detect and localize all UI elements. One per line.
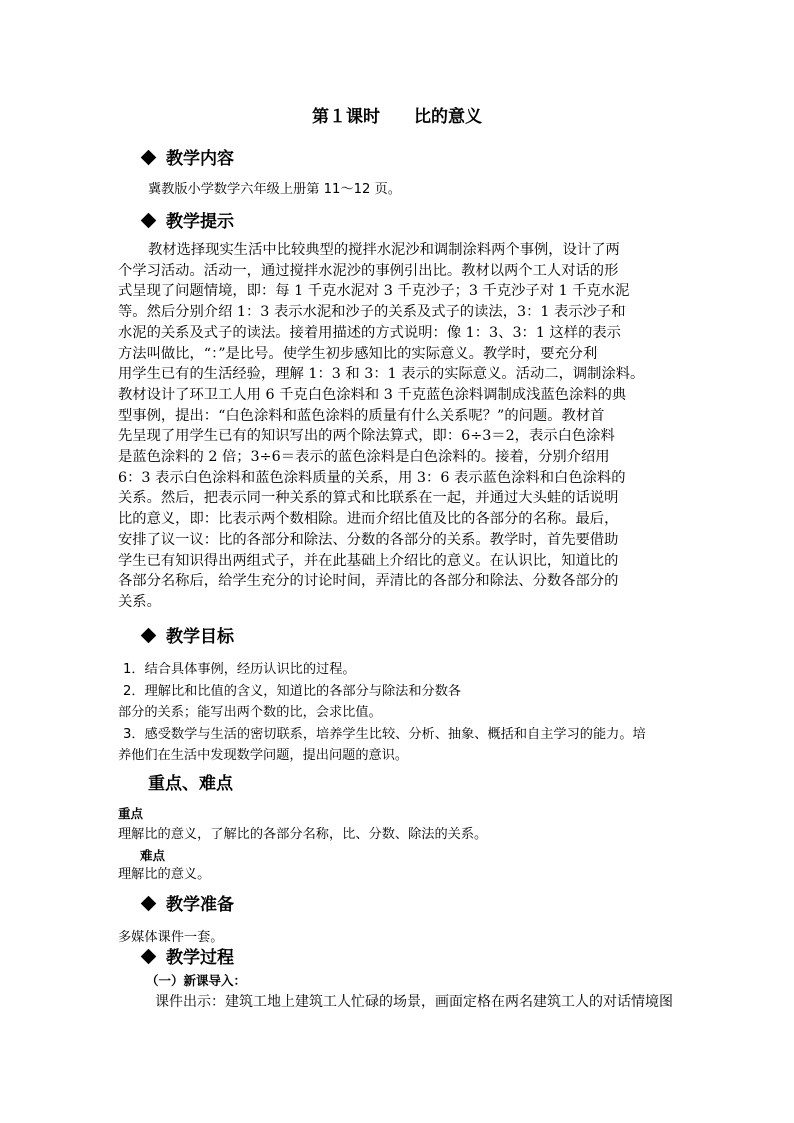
process-text: 课件出示：建筑工地上建筑工人忙碌的场景，画面定格在两名建筑工人的对话情境图	[155, 994, 673, 1010]
section-heading-keypoints: 重点、难点	[148, 774, 233, 794]
paragraph-line: 是蓝色涂料的 2 倍；3÷6＝表示的蓝色涂料是白色涂料的。接着，分别介绍用	[118, 449, 610, 466]
section-heading-process	[140, 946, 234, 970]
paragraph-line: 学生已有知识得出两组式子，并在此基础上介绍比的意义。在认识比，知道比的	[118, 552, 619, 569]
difficult-text: 理解比的意义。	[118, 867, 211, 882]
section-heading-label: 教学过程	[166, 948, 234, 968]
paragraph-line: 关系。	[118, 593, 161, 610]
paragraph-line: 先呈现了用学生已有的知识写出的两个除法算式，即：6÷3＝2，表示白色涂料	[118, 428, 615, 445]
section-heading-label: 教学准备	[166, 895, 234, 915]
key-text: 理解比的意义，了解比的各部分名称，比、分数、除法的关系。	[118, 827, 488, 842]
paragraph-line: 比的意义，即：比表示两个数相除。进而介绍比值及比的各部分的名称。最后，	[118, 511, 619, 528]
process-subheading: （一）新课导入：	[146, 973, 247, 988]
paragraph-line: 等。然后分别介绍 1：3 表示水泥和沙子的关系及式子的读法，3：1 表示沙子和	[118, 304, 626, 321]
goal-line: 养他们在生活中发现数学问题，提出问题的意识。	[118, 748, 409, 763]
paragraph-line: 教材选择现实生活中比较典型的搅拌水泥沙和调制涂料两个事例，设计了两	[148, 242, 620, 258]
section-heading-prep	[140, 893, 234, 917]
paragraph-line: 方法叫做比，“：”是比号。使学生初步感知比的实际意义。教学时，要充分利	[118, 345, 598, 362]
page-title: 第１课时 比的意义	[312, 107, 482, 127]
goal-line: 1．结合具体事例，经历认识比的过程。	[123, 662, 356, 677]
section-heading-hints	[140, 210, 234, 234]
paragraph-line: 型事例，提出：“白色涂料和蓝色涂料的质量有什么关系呢？”的问题。教材首	[118, 407, 605, 424]
paragraph-line: 水泥的关系及式子的读法。接着用描述的方式说明：像 1：3、3：1 这样的表示	[118, 324, 621, 341]
goal-line: 部分的关系；能写出两个数的比，会求比值。	[118, 705, 382, 720]
section-heading-content	[140, 147, 234, 171]
paragraph-line: 个学习活动。活动一，通过搅拌水泥沙的事例引出比。教材以两个工人对话的形	[118, 262, 619, 279]
content-text: 冀教版小学数学六年级上册第 11～12 页。	[148, 182, 401, 197]
paragraph-line: 关系。然后，把表示同一种关系的算式和比联系在一起，并通过大头蛙的话说明	[118, 490, 619, 507]
paragraph-line: 式呈现了问题情境，即：每 1 千克水泥对 3 千克沙子；3 千克沙子对 1 千克水泥	[118, 283, 630, 300]
diamond-bullet-icon	[141, 896, 157, 912]
section-heading-label: 教学内容	[166, 149, 234, 169]
diamond-bullet-icon	[141, 213, 157, 229]
paragraph-line: 6：3 表示白色涂料和蓝色涂料质量的关系，用 3：6 表示蓝色涂料和白色涂料的	[118, 469, 626, 486]
paragraph-line: 教材设计了环卫工人用 6 千克白色涂料和 3 千克蓝色涂料调制成浅蓝色涂料的典	[118, 386, 627, 403]
goal-line: 3．感受数学与生活的密切联系，培养学生比较、分析、抽象、概括和自主学习的能力。培	[123, 727, 646, 742]
difficult-label: 难点	[140, 848, 166, 863]
paragraph-line: 安排了议一议：比的各部分和除法、分数的各部分的关系。教学时，首先要借助	[118, 531, 619, 548]
diamond-bullet-icon	[141, 949, 157, 965]
key-label: 重点	[118, 806, 144, 821]
hints-paragraph	[118, 240, 690, 613]
prep-text: 多媒体课件一套。	[118, 930, 224, 945]
section-heading-goals	[140, 625, 234, 649]
paragraph-line: 用学生已有的生活经验，理解 1：3 和 3：1 表示的实际意义。活动二，调制涂料。	[118, 366, 645, 383]
diamond-bullet-icon	[141, 628, 157, 644]
section-heading-label: 教学目标	[166, 627, 234, 647]
paragraph-line: 各部分名称后，给学生充分的讨论时间，弄清比的各部分和除法、分数各部分的	[118, 573, 619, 590]
section-heading-label: 教学提示	[166, 212, 234, 232]
goal-line: 2．理解比和比值的含义，知道比的各部分与除法和分数各	[123, 684, 462, 699]
diamond-bullet-icon	[141, 150, 157, 166]
